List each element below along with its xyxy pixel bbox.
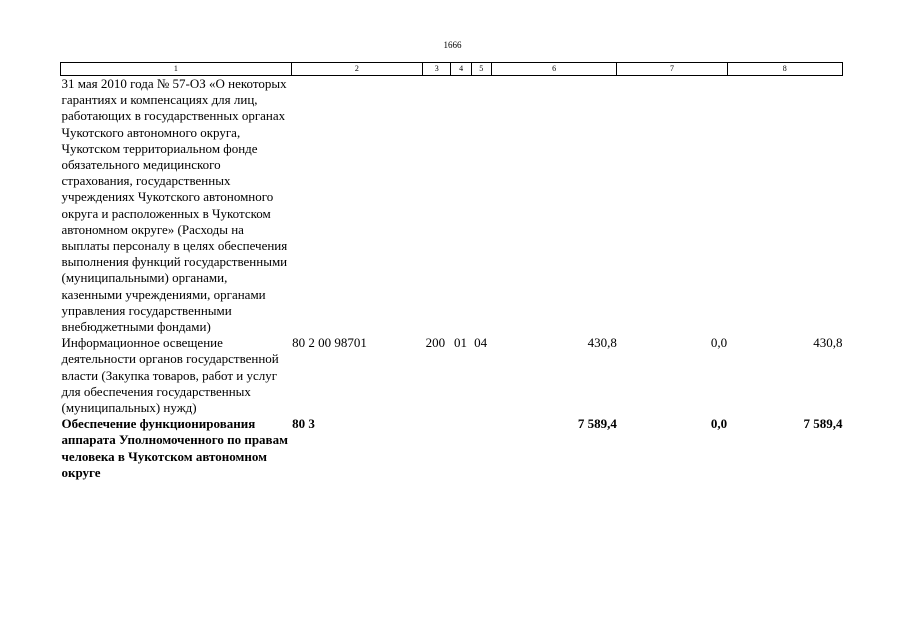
row-amount: 7 589,4 <box>577 416 617 432</box>
column-number-row <box>61 63 843 76</box>
row-name: 31 мая 2010 года № 57-ОЗ «О некоторых гарантиях и компенсациях для лиц, работающих в государственных органах Чукотского автономного округа, Чукотском территориальном фонде обязательного медицинского страхования, государственных учреждениях Чукотского автономного округа и расположенных в Чукотском автономном округе» (Расходы на выплаты персоналу в целях обеспечения выполнения функций государственными (муниципальными) органами, казенными учреждениями, органами управления государственными внебюджетными фондами) <box>61 76 288 335</box>
column-number-4: 4 <box>451 63 471 76</box>
column-number-3: 3 <box>423 63 451 76</box>
row-expense-type: 200 <box>425 335 446 351</box>
row-subsection: 04 <box>474 335 488 351</box>
row-expense-type <box>423 416 451 481</box>
budget-table <box>60 62 843 481</box>
row-section: 01 <box>453 335 467 351</box>
column-number-5: 5 <box>471 63 491 76</box>
row-target-code <box>291 76 423 336</box>
row-name: Обеспечение функционирования аппарата Уполномоченного по правам человека в Чукотском автономном округе <box>61 416 288 480</box>
row-amount <box>491 76 616 336</box>
table-row <box>61 416 843 481</box>
row-expense-type <box>423 76 451 336</box>
row-name: Информационное освещение деятельности органов государственной власти (Закупка товаров, работ и услуг для обеспечения государственных (муниципальных) нужд) <box>61 335 279 416</box>
row-amount: 430,8 <box>587 335 617 351</box>
row-federal-amount: 0,0 <box>710 416 728 432</box>
column-number-6: 6 <box>491 63 616 76</box>
row-federal-amount: 0,0 <box>710 335 728 351</box>
table-row <box>61 335 843 416</box>
column-number-1: 1 <box>61 63 292 76</box>
page-number: 1666 <box>443 40 462 50</box>
row-section <box>451 416 471 481</box>
column-number-2: 2 <box>291 63 423 76</box>
row-subsection <box>471 76 491 336</box>
column-number-8: 8 <box>727 63 842 76</box>
row-section <box>451 76 471 336</box>
row-target-code: 80 2 00 98701 <box>292 335 367 351</box>
row-regional-amount <box>727 76 842 336</box>
row-regional-amount: 7 589,4 <box>803 416 843 432</box>
row-federal-amount <box>617 76 727 336</box>
column-number-7: 7 <box>617 63 727 76</box>
row-regional-amount: 430,8 <box>813 335 843 351</box>
table-row <box>61 76 843 336</box>
row-target-code: 80 3 <box>292 416 315 432</box>
row-subsection <box>471 416 491 481</box>
